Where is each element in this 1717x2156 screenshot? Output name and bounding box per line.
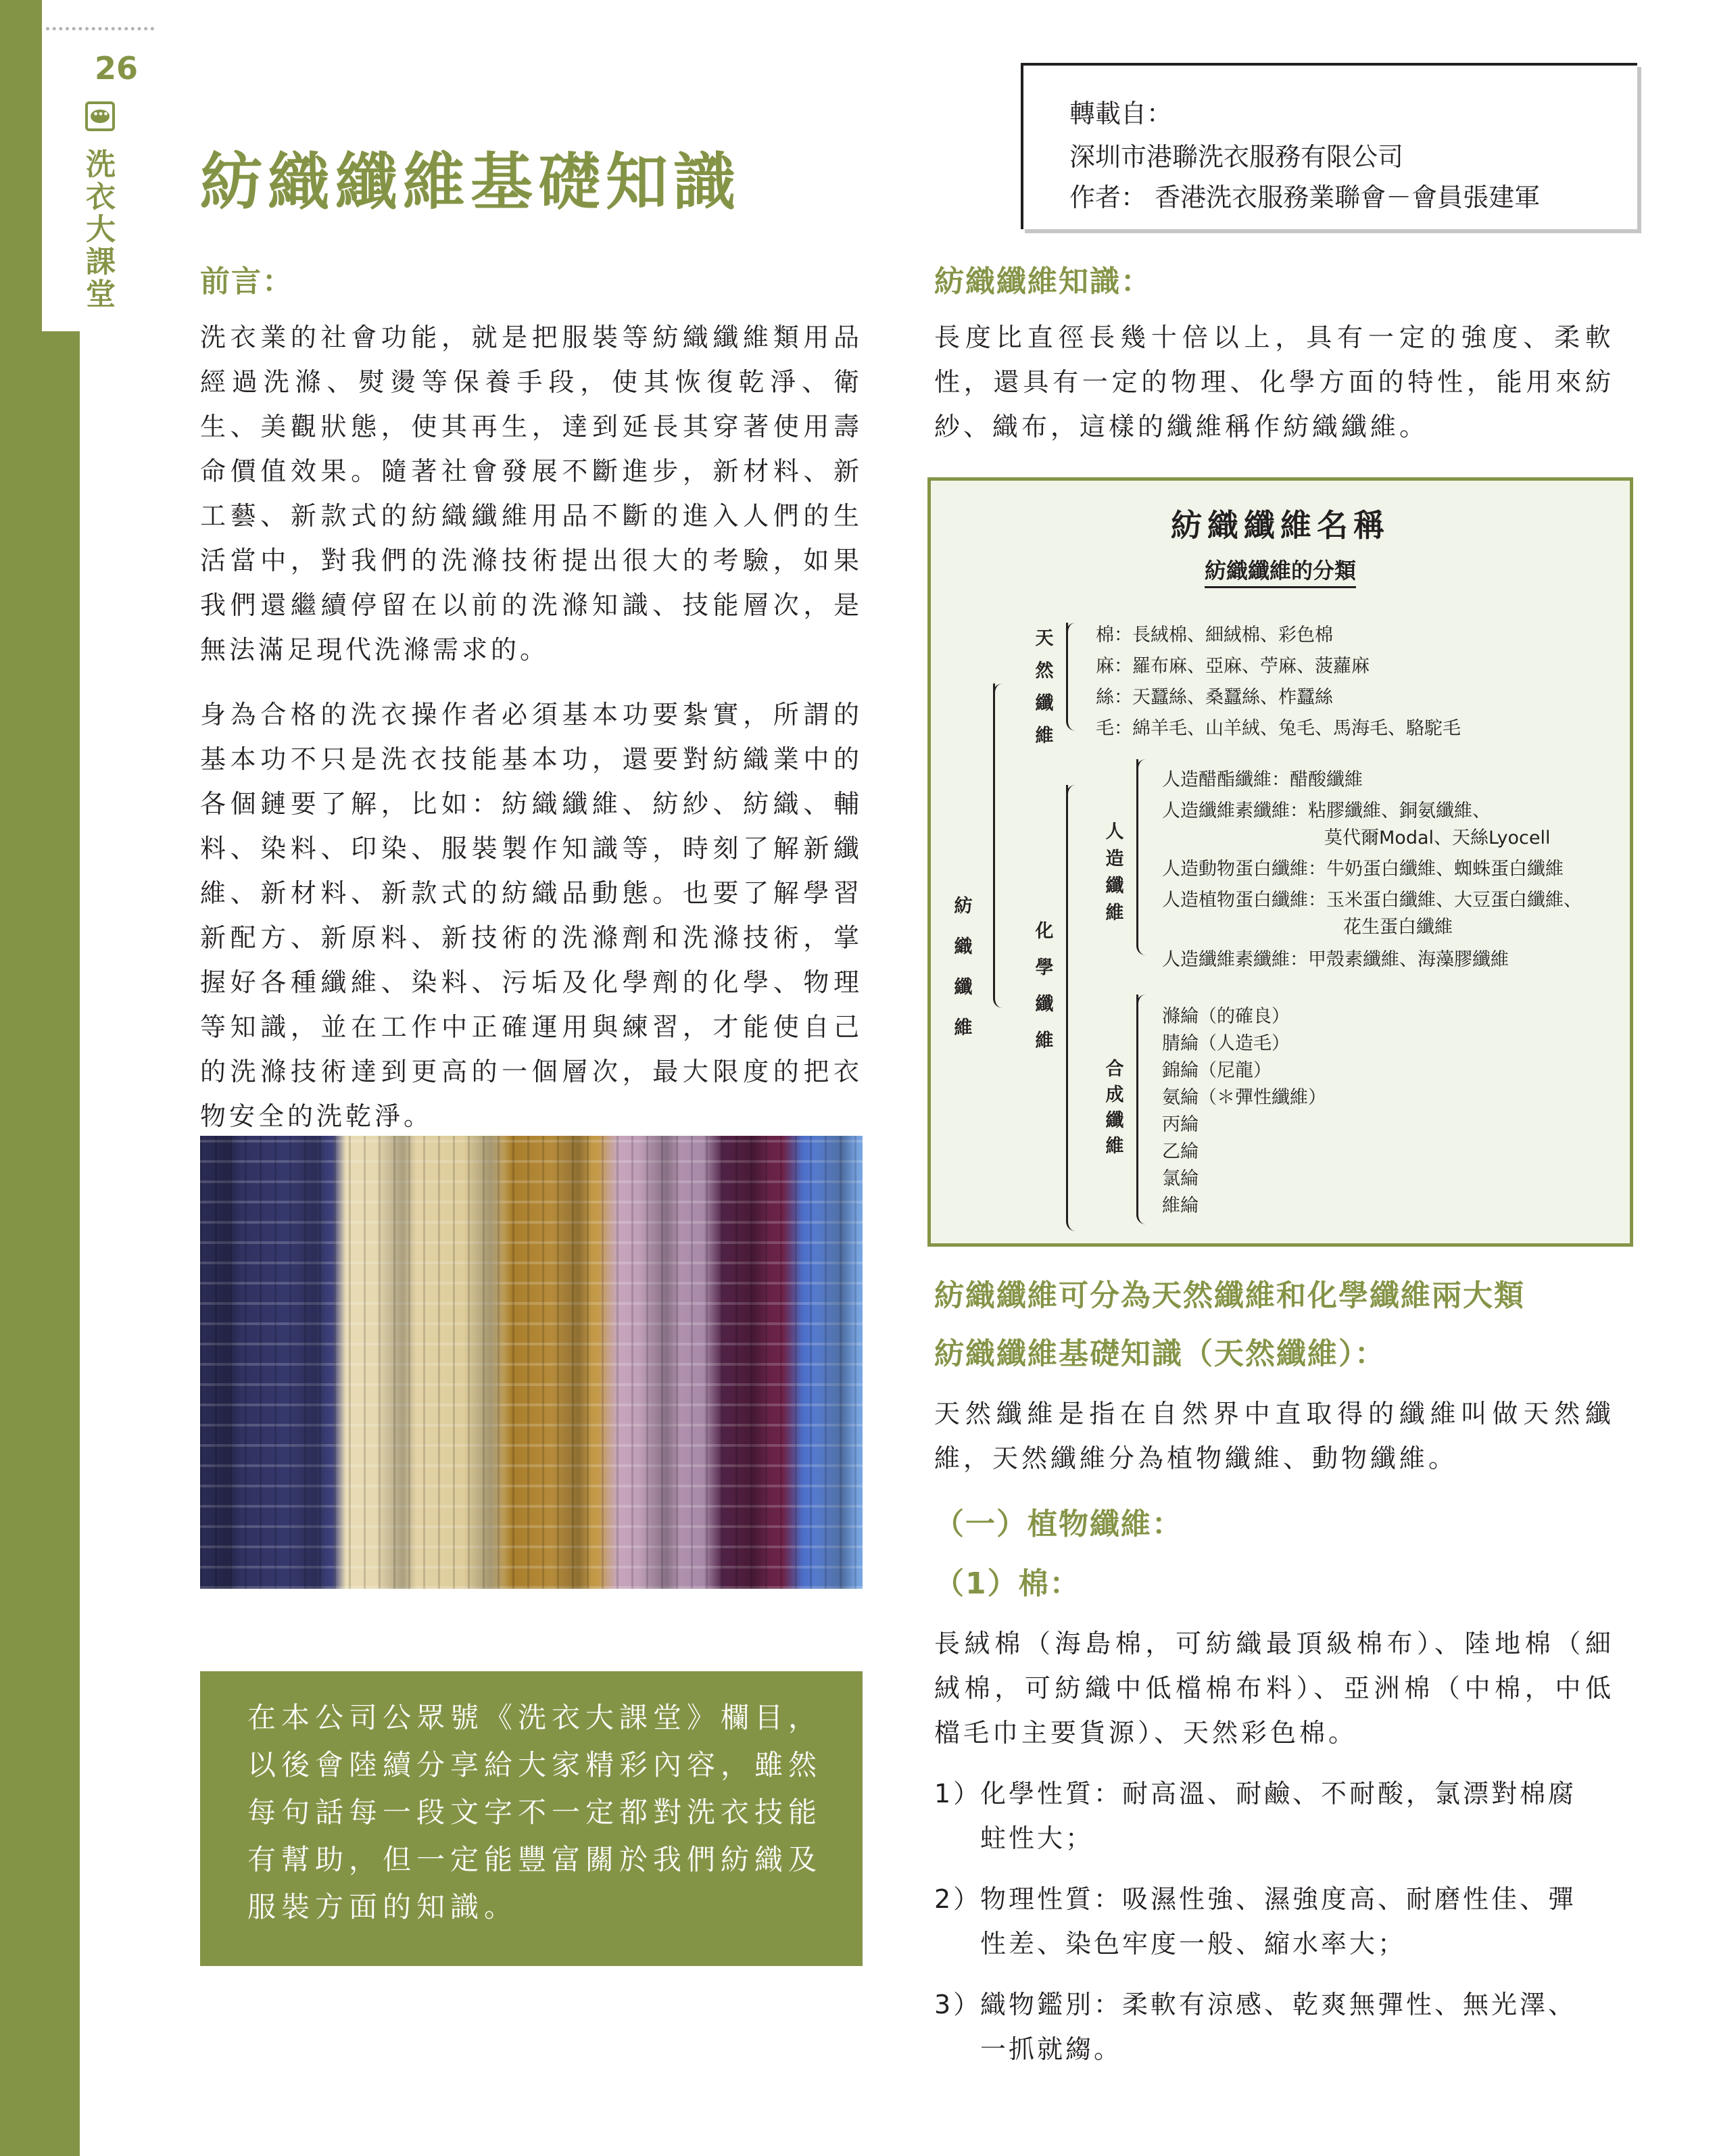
classification-subtitle: 紡織纖維的分類: [1205, 558, 1356, 588]
natural-fiber-intro: 天然纖維是指在自然界中直取得的纖維叫做天然纖維，天然纖維分為植物纖維、動物纖維。: [934, 1399, 1614, 1473]
root-brace: [993, 684, 1009, 1008]
man-made-item: 莫代爾Modal、天絲Lyocell: [1324, 828, 1551, 848]
summary-heading: 紡織纖維可分為天然纖維和化學纖維兩大類: [934, 1278, 1525, 1313]
classification-title: 紡織纖維名稱: [1171, 507, 1390, 544]
property-text: 一抓就縐。: [980, 2034, 1123, 2064]
man-made-item: 人造動物蛋白纖維：牛奶蛋白纖維、蜘蛛蛋白纖維: [1162, 859, 1564, 880]
preface-paragraph-1: 洗衣業的社會功能，就是把服裝等紡織纖維類用品經過洗滌、熨燙等保養手段，使其恢復乾淨、衛生、美觀狀態，使其再生，達到延長其穿著使用壽命價值效果。隨著社會發展不斷進步，新材料、新工藝、新款式的紡織纖維用品不斷的進入人們的生活當中，對我們的洗滌技術提出很大的考驗，如果我們還繼續停留在以前的洗滌知識、技能層次，是無法滿足現代洗滌需求的。: [200, 322, 863, 665]
source-company: 深圳市港聯洗衣服務有限公司: [1069, 142, 1404, 172]
fabric-photo: [200, 1136, 863, 1589]
property-number: 1）: [934, 1779, 982, 1808]
natural-label: 天然纖維: [1035, 628, 1054, 746]
property-text: 化學性質：耐高溫、耐鹼、不耐酸，氯漂對棉腐: [980, 1779, 1577, 1808]
synthetic-item: 氯綸: [1162, 1168, 1199, 1189]
chat-bubble-icon: •••: [85, 101, 115, 131]
synthetic-item: 氨綸（＊彈性纖維）: [1162, 1087, 1326, 1108]
synthetic-brace: [1136, 995, 1149, 1224]
natural-brace: [1066, 623, 1079, 731]
man-made-brace: [1136, 759, 1149, 955]
page-number: 26: [94, 50, 138, 87]
note-box: [200, 1671, 863, 1966]
classification-box: [927, 477, 1633, 1247]
section-label: 洗衣大課堂: [86, 147, 116, 312]
man-made-item: 花生蛋白纖維: [1343, 917, 1453, 938]
preface-paragraph-2: 身為合格的洗衣操作者必須基本功要紮實，所謂的基本功不只是洗衣技能基本功，還要對紡織業中的各個鏈要了解，比如：紡織纖維、紡紗、紡織、輔料、染料、印染、服裝製作知識等，時刻了解新纖維、新材料、新款式的紡織品動態。也要了解學習新配方、新原料、新技術的洗滌劑和洗滌技術，掌握好各種纖維、染料、污垢及化學劑的化學、物理等知識，並在工作中正確運用與練習，才能使自己的洗滌技術達到更高的一個層次，最大限度的把衣物安全的洗乾淨。: [200, 700, 863, 1131]
synthetic-item: 維綸: [1162, 1195, 1199, 1216]
page-title: 紡織纖維基礎知識: [200, 146, 742, 218]
tab-dotted-line: [46, 27, 154, 30]
root-label: 紡織纖維: [954, 896, 973, 1038]
property-text: 蛀性大；: [980, 1823, 1094, 1853]
chemical-label: 化學纖維: [1035, 921, 1054, 1051]
synthetic-label: 合成纖維: [1105, 1059, 1124, 1157]
man-made-item: 人造纖維素纖維：甲殼素纖維、海藻膠纖維: [1162, 949, 1509, 970]
source-label: 轉載自：: [1069, 99, 1173, 128]
synthetic-item: 滌綸（的確良）: [1162, 1006, 1290, 1027]
synthetic-item: 腈綸（人造毛）: [1162, 1033, 1290, 1054]
man-made-label: 人造纖維: [1105, 821, 1124, 924]
natural-item: 毛：綿羊毛、山羊絨、兔毛、馬海毛、駱駝毛: [1096, 718, 1461, 739]
preface-heading: 前言：: [200, 264, 293, 299]
natural-fiber-heading: 紡織纖維基礎知識（天然纖維）：: [934, 1337, 1386, 1371]
source-author: 作者： 香港洗衣服務業聯會－會員張建軍: [1069, 183, 1541, 212]
property-text: 性差、染色牢度一般、縮水率大；: [980, 1929, 1407, 1959]
cotton-types: 長絨棉（海島棉，可紡織最頂級棉布）、陸地棉（細絨棉，可紡織中低檔棉布料）、亞洲棉（中棉，中低檔毛巾主要貨源）、天然彩色棉。: [934, 1629, 1614, 1748]
synthetic-item: 錦綸（尼龍）: [1162, 1060, 1272, 1081]
man-made-item: 人造纖維素纖維：粘膠纖維、銅氨纖維、: [1162, 800, 1491, 821]
fiber-knowledge-heading: 紡織纖維知識：: [934, 264, 1152, 299]
property-number: 3）: [934, 1990, 982, 2019]
cotton-heading: （1）棉：: [934, 1566, 1081, 1601]
chemical-brace: [1066, 785, 1079, 1231]
man-made-item: 人造植物蛋白纖維：玉米蛋白纖維、大豆蛋白纖維、: [1162, 890, 1582, 911]
source-box: [1021, 63, 1637, 229]
synthetic-item: 丙綸: [1162, 1114, 1199, 1135]
natural-item: 麻：羅布麻、亞麻、苧麻、菠蘿麻: [1096, 656, 1370, 677]
note-text: 在本公司公眾號《洗衣大課堂》欄目，以後會陸續分享給大家精彩內容，雖然每句話每一段文字不一定都對洗衣技能有幫助，但一定能豐富關於我們紡織及服裝方面的知識。: [247, 1701, 823, 1923]
man-made-item: 人造醋酯纖維：醋酸纖維: [1162, 769, 1363, 790]
property-number: 2）: [934, 1884, 982, 1914]
property-text: 織物鑑別：柔軟有涼感、乾爽無彈性、無光澤、: [980, 1990, 1577, 2019]
plant-fiber-heading: （一）植物纖維：: [934, 1507, 1183, 1541]
natural-item: 絲：天蠶絲、桑蠶絲、柞蠶絲: [1096, 687, 1333, 708]
property-text: 物理性質：吸濕性強、濕強度高、耐磨性佳、彈: [980, 1884, 1577, 1914]
fiber-knowledge-paragraph: 長度比直徑長幾十倍以上，具有一定的強度、柔軟性，還具有一定的物理、化學方面的特性，能用來紡紗、織布，這樣的纖維稱作紡織纖維。: [934, 322, 1614, 441]
natural-item: 棉：長絨棉、細絨棉、彩色棉: [1096, 625, 1333, 646]
synthetic-item: 乙綸: [1162, 1141, 1199, 1162]
